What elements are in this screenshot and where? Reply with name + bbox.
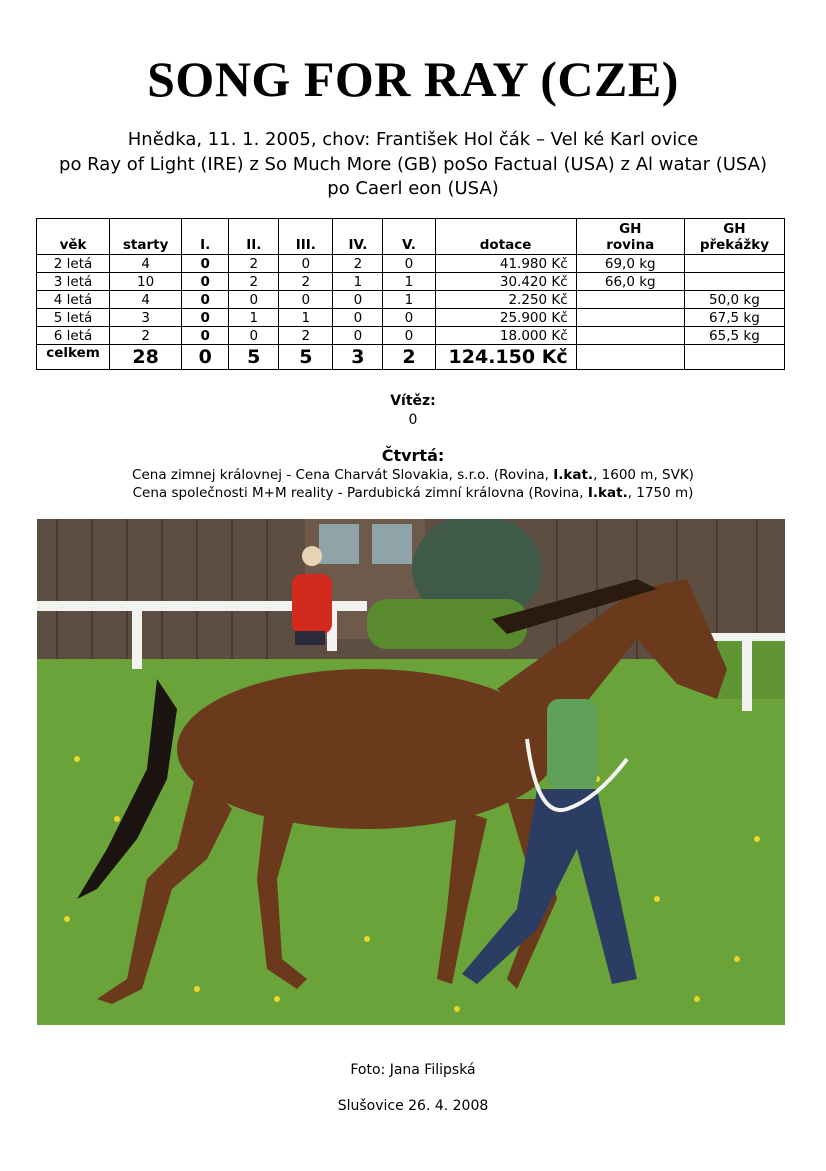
col-header-starty: starty	[110, 219, 182, 255]
cell-age: 6 letá	[37, 327, 110, 345]
col-header-2: II.	[229, 219, 279, 255]
cell-dotace: 2.250 Kč	[435, 291, 576, 309]
total-dotace: 124.150 Kč	[435, 345, 576, 370]
cell-gh-rovina: 69,0 kg	[576, 255, 684, 273]
person-head	[302, 546, 322, 566]
horse-photo-illustration	[37, 519, 785, 1025]
cell-gh-prekazky: 65,5 kg	[684, 327, 784, 345]
fourth-race-1	[0, 467, 826, 483]
col-header-dotace: dotace	[435, 219, 576, 255]
race-1-text-end: , 1600 m, SVK)	[593, 467, 694, 483]
cell-second: 2	[229, 255, 279, 273]
fence-post	[742, 641, 752, 711]
cell-fourth: 0	[333, 291, 383, 309]
handler-shirt	[547, 699, 597, 789]
cell-gh-rovina	[576, 309, 684, 327]
gh-label: GH	[723, 221, 746, 237]
results-table	[36, 218, 785, 370]
total-label: celkem	[37, 345, 110, 370]
cell-third: 0	[279, 255, 333, 273]
cell-gh-rovina: 66,0 kg	[576, 273, 684, 291]
col-header-5: V.	[383, 219, 435, 255]
race-2-text-end: , 1750 m)	[627, 485, 694, 501]
winner-value: 0	[408, 412, 418, 428]
total-starts: 28	[110, 345, 182, 370]
photo-credit: Foto: Jana Filipská	[350, 1062, 476, 1078]
cell-first: 0	[182, 327, 229, 345]
race-1-text: Cena zimnej královnej - Cena Charvát Slovakia, s.r.o. (Rovina,	[132, 467, 554, 483]
fourth-label: Čtvrtá:	[381, 446, 445, 465]
cell-starts: 4	[110, 291, 182, 309]
cell-fifth: 1	[383, 291, 435, 309]
cell-dotace: 41.980 Kč	[435, 255, 576, 273]
horse-info-line: Hnědka, 11. 1. 2005, chov: František Hol čák – Vel ké Karl ovice	[127, 129, 699, 150]
table-header-row	[37, 219, 785, 255]
cell-fourth: 0	[333, 309, 383, 327]
col-header-3: III.	[279, 219, 333, 255]
cell-starts: 10	[110, 273, 182, 291]
cell-gh-prekazky: 50,0 kg	[684, 291, 784, 309]
cell-gh-prekazky: 67,5 kg	[684, 309, 784, 327]
fourth-race-2	[0, 485, 826, 501]
cell-third: 1	[279, 309, 333, 327]
fence-rail-right	[707, 633, 785, 641]
cell-first: 0	[182, 291, 229, 309]
race-2-text: Cena společnosti M+M reality - Pardubická zimní královna (Rovina,	[132, 485, 588, 501]
cell-age: 5 letá	[37, 309, 110, 327]
cell-second: 2	[229, 273, 279, 291]
cell-dotace: 18.000 Kč	[435, 327, 576, 345]
cell-first: 0	[182, 273, 229, 291]
cell-fourth: 1	[333, 273, 383, 291]
pedigree-line-continued: po Caerl eon (USA)	[327, 178, 499, 199]
cell-fifth: 1	[383, 273, 435, 291]
cell-fifth: 0	[383, 309, 435, 327]
total-second: 5	[229, 345, 279, 370]
cell-gh-prekazky	[684, 255, 784, 273]
table-row	[37, 273, 785, 291]
cell-age: 3 letá	[37, 273, 110, 291]
col-header-gh-rovina	[576, 219, 684, 255]
horse-body	[177, 669, 557, 829]
cell-fifth: 0	[383, 255, 435, 273]
col-header-1: I.	[182, 219, 229, 255]
window	[372, 524, 412, 564]
table-row	[37, 309, 785, 327]
fence-post	[132, 611, 142, 669]
pedigree-line: po Ray of Light (IRE) z So Much More (GB) poSo Factual (USA) z Al watar (USA)	[59, 154, 767, 175]
cell-third: 2	[279, 327, 333, 345]
cell-gh-rovina	[576, 291, 684, 309]
place-date: Slušovice 26. 4. 2008	[337, 1098, 489, 1114]
cell-dotace: 25.900 Kč	[435, 309, 576, 327]
cell-fourth: 2	[333, 255, 383, 273]
cell-fourth: 0	[333, 327, 383, 345]
total-fifth: 2	[383, 345, 435, 370]
race-2-category: I.kat.	[587, 485, 628, 501]
cell-second: 0	[229, 327, 279, 345]
cell-third: 0	[279, 291, 333, 309]
person-red-jacket	[292, 574, 332, 634]
page-title: SONG FOR RAY (CZE)	[147, 51, 679, 107]
cell-second: 0	[229, 291, 279, 309]
cell-fifth: 0	[383, 327, 435, 345]
rovina-label: rovina	[606, 237, 655, 253]
total-gh-rovina	[576, 345, 684, 370]
total-fourth: 3	[333, 345, 383, 370]
person-legs	[295, 631, 325, 645]
cell-age: 2 letá	[37, 255, 110, 273]
cell-third: 2	[279, 273, 333, 291]
window	[319, 524, 359, 564]
cell-dotace: 30.420 Kč	[435, 273, 576, 291]
total-first: 0	[182, 345, 229, 370]
cell-starts: 4	[110, 255, 182, 273]
cell-first: 0	[182, 255, 229, 273]
cell-age: 4 letá	[37, 291, 110, 309]
total-third: 5	[279, 345, 333, 370]
cell-starts: 3	[110, 309, 182, 327]
col-header-4: IV.	[333, 219, 383, 255]
table-row	[37, 255, 785, 273]
gh-label: GH	[619, 221, 642, 237]
total-gh-prekazky	[684, 345, 784, 370]
table-row	[37, 327, 785, 345]
col-header-vek: věk	[37, 219, 110, 255]
col-header-gh-prekazky	[684, 219, 784, 255]
cell-gh-rovina	[576, 327, 684, 345]
race-1-category: I.kat.	[553, 467, 594, 483]
cell-first: 0	[182, 309, 229, 327]
horse-photo	[37, 519, 785, 1025]
cell-gh-prekazky	[684, 273, 784, 291]
table-row	[37, 291, 785, 309]
prekazky-label: překážky	[699, 237, 770, 253]
table-total-row	[37, 345, 785, 370]
cell-second: 1	[229, 309, 279, 327]
cell-starts: 2	[110, 327, 182, 345]
winner-label: Vítěz:	[390, 393, 436, 409]
